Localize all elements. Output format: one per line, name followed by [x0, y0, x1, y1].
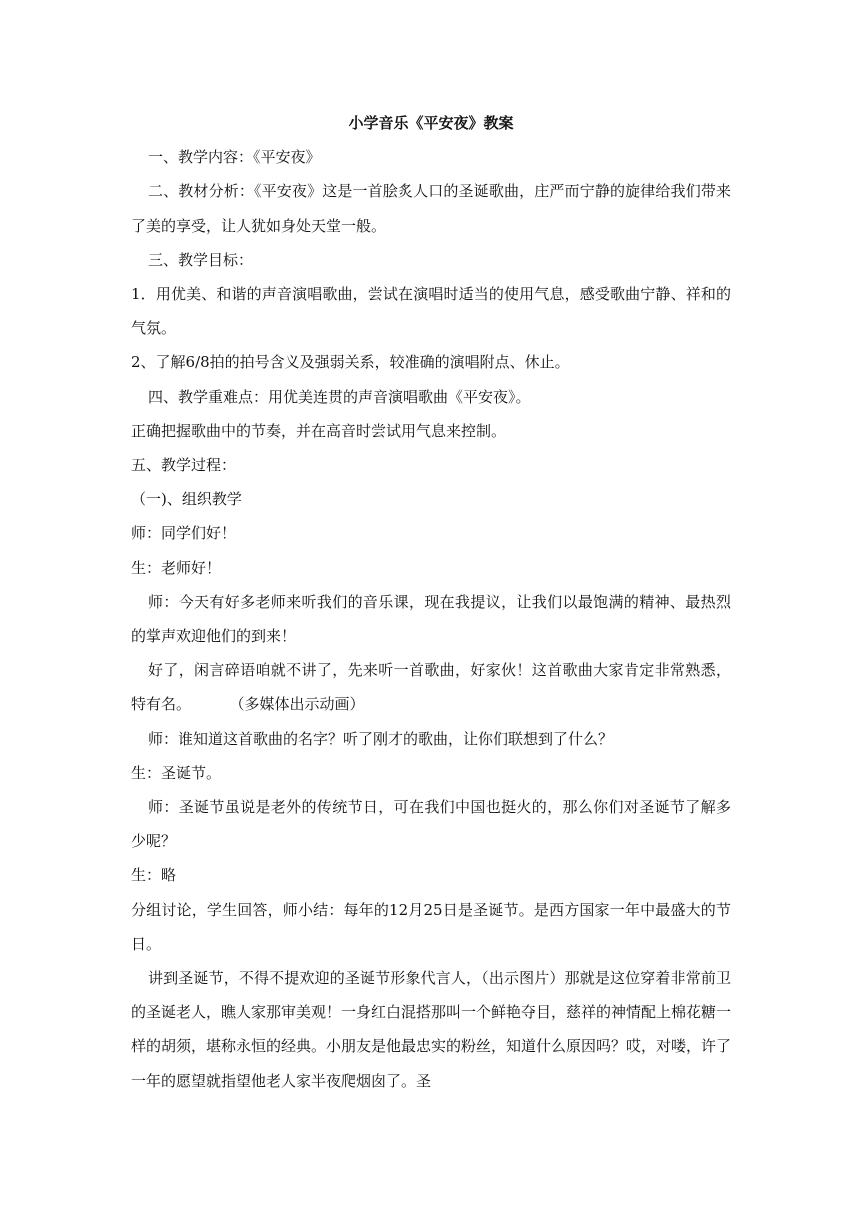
difficulty-detail: 正确把握歌曲中的节奏，并在高音时尝试用气息来控制。: [131, 421, 507, 440]
discussion-paragraph: 分组讨论，学生回答，师小结：每年的12月25日是圣诞节。是西方国家一年中最盛大的节日。: [131, 900, 731, 953]
dialogue-line: 师：今天有好多老师来听我们的音乐课，现在我提议，让我们以最饱满的精神、最热烈的掌声欢迎他们的到来！: [131, 592, 731, 646]
dialogue-line: 生：圣诞节。: [131, 763, 222, 782]
dialogue-line: 师：圣诞节虽说是老外的传统节日，可在我们中国也挺火的，那么你们对圣诞节了解多少呢？: [131, 798, 731, 851]
multimedia-note: （多媒体出示动画）: [237, 695, 365, 714]
goal-item-2: 2、了解6/8拍的拍号含义及强弱关系，较准确的演唱附点、休止。: [131, 353, 570, 372]
goal-item-1: 1．用优美、和谐的声音演唱歌曲，尝试在演唱时适当的使用气息，感受歌曲宁静、祥和的气氛。: [131, 285, 731, 338]
narration-text: 好了，闲言碎语咱就不讲了，先来听一首歌曲，好家伙！这首歌曲大家肯定非常熟悉，特有名。: [131, 661, 731, 714]
section-teaching-goals: 三、教学目标：: [148, 250, 254, 269]
dialogue-line: 生：略: [131, 866, 177, 885]
santa-paragraph: 讲到圣诞节，不得不提欢迎的圣诞节形象代言人，（出示图片）那就是这位穿着非常前卫的圣诞老人，瞧人家那审美观！一身红白混搭那叫一个鲜艳夺目，慈祥的神情配上棉花糖一样的胡须，堪称永恒的经典。小朋友是他最忠实的粉丝，知道什么原因吗？哎，对喽，许了一年的愿望就指望他老人家半夜爬烟囱了。圣: [131, 969, 732, 1090]
narration-paragraph: [131, 653, 731, 721]
dialogue-line: 生：老师好！: [131, 558, 222, 577]
section-teaching-process: 五、教学过程：: [131, 456, 237, 475]
section-material-analysis: 二、教材分析：《平安夜》这是一首脍炙人口的圣诞歌曲，庄严而宁静的旋律给我们带来了美的享受，让人犹如身处天堂一般。: [131, 182, 731, 235]
dialogue-line: 师：谁知道这首歌曲的名字？听了刚才的歌曲，让你们联想到了什么？: [148, 729, 614, 748]
document-body: [131, 106, 731, 1098]
dialogue-line: 师：同学们好！: [131, 524, 237, 543]
document-title: 小学音乐《平安夜》教案: [348, 114, 514, 132]
section-teaching-content: 一、教学内容：《平安夜》: [148, 148, 321, 167]
section-key-difficulties: 四、教学重难点：用优美连贯的声音演唱歌曲《平安夜》。: [148, 387, 531, 406]
subsection-organize-teaching: （一)、组织教学: [131, 490, 242, 509]
